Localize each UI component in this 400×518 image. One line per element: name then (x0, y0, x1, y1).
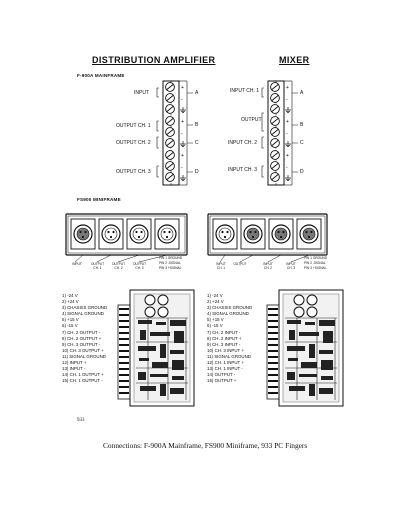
dist-terminal-strip (157, 81, 193, 185)
mixer-pin-2: 2) +24 V (207, 299, 224, 305)
distribution-amplifier-heading: DISTRIBUTION AMPLIFIER (92, 55, 216, 65)
mixer-pin-5: 5) +15 V (207, 317, 224, 323)
svg-text:+: + (286, 119, 289, 125)
mixer-xlr-pin3: PIN 3 +SIGNAL (304, 266, 327, 270)
mixer-xlr-pin2: PIN 2 -SIGNAL (304, 261, 326, 265)
dist-pin-8: 8) CH. 2 OUTPUT + (62, 335, 102, 341)
mixer-pin-14: 14) OUTPUT - (207, 372, 236, 378)
mixer-pc-board (267, 290, 343, 406)
mixer-pin-12: 12) CH. 1 INPUT + (207, 360, 244, 366)
dist-xlr-panel (66, 214, 187, 262)
mixer-label-input-ch3: INPUT CH. 3 (228, 167, 258, 173)
dist-pin-7: 7) CH. 2 OUTPUT - (62, 329, 101, 335)
svg-text:-: - (181, 131, 183, 137)
dist-pin-12: 12) INPUT + (62, 360, 87, 366)
dist-pin-1: 1) -24 V (62, 293, 78, 298)
mixer-pin-7: 7) CH. 2 INPUT - (207, 329, 241, 335)
mixer-pin-15: 15) OUTPUT + (207, 378, 237, 384)
mixer-pin-3: 3) CHASSIS GROUND (207, 305, 253, 311)
svg-text:-: - (181, 165, 183, 171)
dist-xlr-label-out2: OUTPUT CH. 2 (111, 262, 126, 270)
page-number: 933 (77, 418, 85, 423)
mixer-label-input-ch2: INPUT CH. 2 (228, 140, 258, 146)
dist-xlr-pin1: PIN 1 GROUND (159, 256, 183, 260)
mixer-pin-9: 9) CH. 3 INPUT - (207, 341, 241, 347)
dist-letter-d: D (195, 169, 199, 175)
svg-text:+: + (286, 153, 289, 159)
dist-pc-board (118, 290, 194, 406)
mixer-pin-4: 4) SIGNAL GROUND (207, 311, 249, 317)
dist-label-output-ch3: OUTPUT CH. 3 (116, 169, 151, 175)
dist-pin-5: 5) +15 V (62, 317, 79, 323)
mixer-letter-b: B (300, 122, 304, 128)
mixer-letter-a: A (300, 90, 304, 96)
mixer-xlr-label-in1: INPUT CH. 1 (216, 262, 226, 270)
dist-label-input: INPUT (134, 90, 149, 96)
dist-xlr-connector-4 (155, 219, 179, 249)
svg-text:+: + (181, 153, 184, 159)
dist-letter-c: C (195, 140, 199, 146)
mixer-pin-6: 6) -15 V (207, 323, 223, 329)
svg-text:+: + (181, 85, 184, 91)
dist-label-output-ch2: OUTPUT CH. 2 (116, 140, 151, 146)
dist-xlr-label-input: INPUT (72, 262, 82, 266)
dist-pin-4: 4) SIGNAL GROUND (62, 311, 104, 317)
dist-pin-2: 2) +24 V (62, 299, 79, 305)
dist-xlr-pin2: PIN 2 -SIGNAL (159, 261, 181, 265)
mixer-xlr-connector-1 (213, 219, 237, 249)
dist-letter-a: A (195, 90, 199, 96)
svg-text:+: + (181, 119, 184, 125)
svg-text:-: - (286, 131, 288, 137)
dist-label-output-ch1: OUTPUT CH. 1 (116, 123, 151, 129)
svg-text:-: - (286, 165, 288, 171)
mixer-pin-13: 13) CH. 1 INPUT - (207, 366, 243, 372)
dist-pin-6: 6) -15 V (62, 323, 78, 329)
mixer-pin-10: 10) CH. 3 INPUT + (207, 347, 244, 353)
mainframe-heading: F-900A MAINFRAME (77, 73, 125, 78)
mixer-pin-1: 1) -24 V (207, 293, 223, 298)
mixer-heading: MIXER (279, 55, 310, 65)
dist-pin-3: 3) CHASSIS GROUND (62, 305, 108, 311)
figure-caption: Connections: F-900A Mainframe, FS900 Miniframe, 933 PC Fingers (103, 441, 308, 450)
mixer-xlr-label-in2: INPUT CH. 2 (263, 262, 273, 270)
mixer-pin-8: 8) CH. 2 INPUT + (207, 335, 242, 341)
dist-pin-14: 14) CH. 1 OUTPUT + (62, 372, 104, 378)
mixer-pin-list (207, 293, 252, 384)
dist-letter-b: B (195, 122, 199, 128)
svg-text:-: - (286, 97, 288, 103)
mixer-label-output: OUTPUT (241, 117, 262, 123)
dist-pin-15: 15) CH. 1 OUTPUT - (62, 378, 103, 384)
dist-pin-11: 11) SIGNAL GROUND (62, 353, 106, 359)
mixer-xlr-connector-4 (297, 219, 321, 249)
dist-xlr-connector-3 (127, 219, 151, 249)
mixer-letter-d: D (300, 169, 304, 175)
dist-xlr-connector-2 (99, 219, 123, 249)
dist-xlr-label-out3: OUTPUT CH. 3 (132, 262, 147, 270)
svg-text:+: + (286, 85, 289, 91)
mixer-pin-11: 11) SIGNAL GROUND (207, 353, 251, 359)
mixer-xlr-connector-2 (241, 219, 265, 249)
dist-xlr-pin3: PIN 3 +SIGNAL (159, 266, 182, 270)
dist-pin-10: 10) CH. 3 OUTPUT + (62, 347, 104, 353)
svg-text:-: - (181, 97, 183, 103)
miniframe-heading: FS900 MINIFRAME (77, 197, 121, 202)
mixer-xlr-connector-3 (269, 219, 293, 249)
mixer-label-input-ch1: INPUT CH. 1 (230, 88, 260, 94)
dist-xlr-label-out1: OUTPUT CH. 1 (90, 262, 105, 270)
mixer-xlr-panel (208, 214, 327, 262)
mixer-xlr-label-output: OUTPUT (233, 262, 247, 266)
mixer-xlr-pin1: PIN 1 GROUND (304, 256, 328, 260)
mixer-terminal-strip (262, 81, 298, 185)
dist-pin-9: 9) CH. 3 OUTPUT - (62, 341, 101, 347)
dist-pin-list (62, 293, 107, 384)
dist-xlr-connector-1 (71, 219, 95, 249)
dist-pin-13: 13) INPUT - (62, 366, 86, 372)
mixer-letter-c: C (300, 140, 304, 146)
mixer-xlr-label-in3: INPUT CH. 3 (286, 262, 296, 270)
